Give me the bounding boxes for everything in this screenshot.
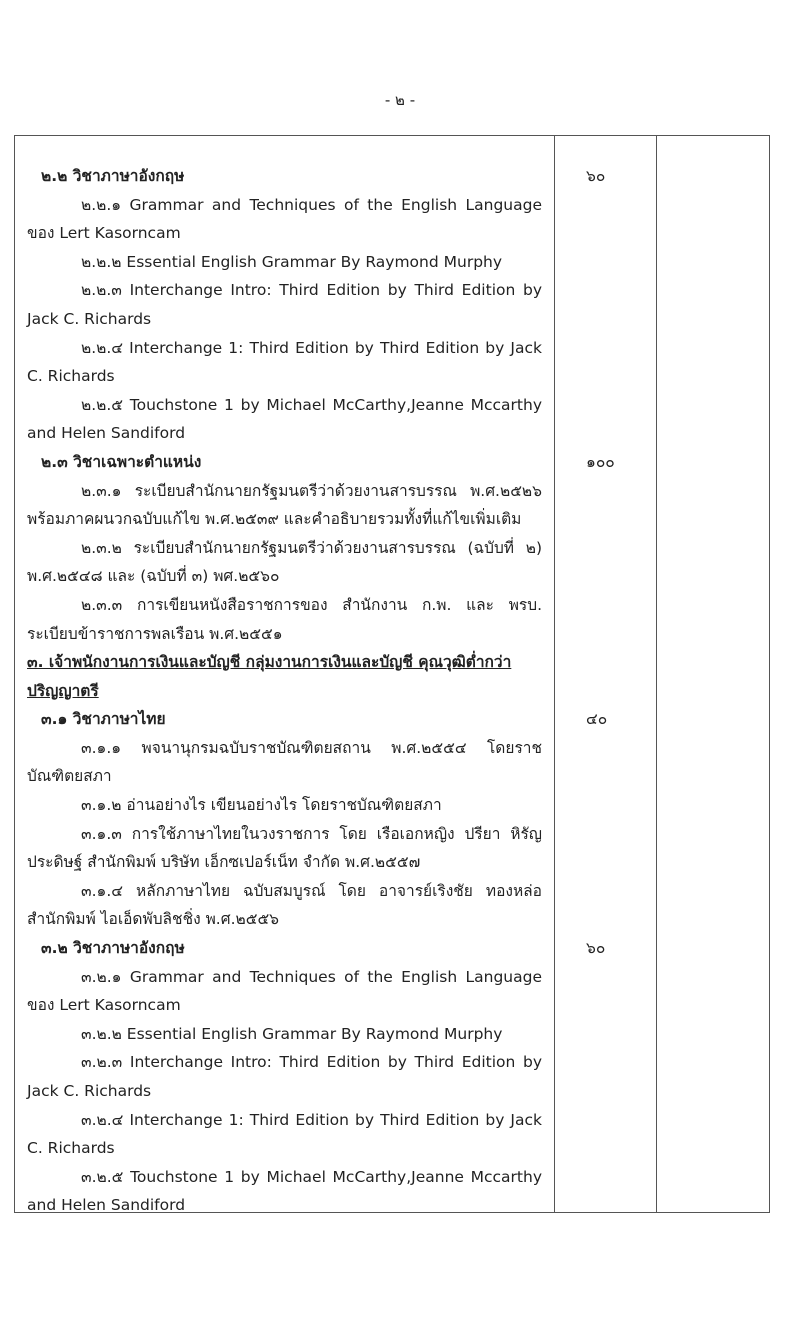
subject-cell <box>15 934 554 1220</box>
reference-entry: ๓.๒.๓ Interchange Intro: Third Edition by Third Edition by Jack C. Richards <box>27 1053 542 1100</box>
score-value: ๖๐ <box>586 167 606 185</box>
score-cell <box>554 934 656 1220</box>
reference-entry: ๓.๑.๒ อ่านอย่างไร เขียนอย่างไร โดยราชบัณฑิตยสภา <box>81 796 442 815</box>
score-value: ๖๐ <box>586 939 606 958</box>
subject-cell <box>15 648 554 705</box>
reference-entry: ๒.๒.๕ Touchstone 1 by Michael McCarthy,Jeanne Mccarthy and Helen Sandiford <box>27 395 542 443</box>
reference-entry: ๒.๓.๒ ระเบียบสำนักนายกรัฐมนตรีว่าด้วยงานสารบรรณ (ฉบับที่ ๒) พ.ศ.๒๕๔๘ และ (ฉบับที่ ๓) พศ.๒๕๖๐ <box>27 538 542 586</box>
reference-entry: ๓.๒.๕ Touchstone 1 by Michael McCarthy,Jeanne Mccarthy and Helen Sandiford <box>27 1167 542 1215</box>
reference-entry: ๒.๒.๒ Essential English Grammar By Raymond Murphy <box>81 252 503 271</box>
table-row <box>15 705 769 934</box>
subject-heading: ๓.๑ วิชาภาษาไทย <box>41 710 166 729</box>
subject-cell <box>15 448 554 648</box>
reference-entry: ๓.๒.๔ Interchange 1: Third Edition by Third Edition by Jack C. Richards <box>27 1110 542 1158</box>
table-row <box>15 934 769 1220</box>
reference-entry: ๓.๒.๒ Essential English Grammar By Raymond Murphy <box>81 1024 503 1043</box>
score-cell <box>554 648 656 705</box>
subject-cell <box>15 162 554 448</box>
reference-entry: ๓.๑.๓ การใช้ภาษาไทยในวงราชการ โดย เรือเอกหญิง ปรียา หิรัญประดิษฐ์ สำนักพิมพ์ บริษัท เอ็กซเปอร์เน็ท จำกัด พ.ศ.๒๕๕๗ <box>27 824 542 872</box>
table-rows <box>15 162 769 1220</box>
subject-heading: ๒.๓ วิชาเฉพาะตำแหน่ง <box>41 452 202 471</box>
reference-entry: ๒.๒.๑ Grammar and Techniques of the English Language ของ Lert Kasorncam <box>27 195 542 243</box>
section-heading: ๓. เจ้าพนักงานการเงินและบัญชี กลุ่มงานการเงินและบัญชี คุณวุฒิต่ำกว่าปริญญาตรี <box>27 653 512 700</box>
reference-entry: ๒.๓.๓ การเขียนหนังสือราชการของ สำนักงาน ก.พ. และ พรบ. ระเบียบข้าราชการพลเรือน พ.ศ.๒๕๕๑ <box>27 595 542 643</box>
subject-heading: ๓.๒ วิชาภาษาอังกฤษ <box>41 939 185 958</box>
reference-entry: ๒.๒.๓ Interchange Intro: Third Edition by Third Edition by Jack C. Richards <box>27 281 542 328</box>
table-row <box>15 448 769 648</box>
score-cell <box>554 705 656 934</box>
score-cell <box>554 162 656 448</box>
subject-heading: ๒.๒ วิชาภาษาอังกฤษ <box>41 167 185 185</box>
page-number: - ๒ - <box>384 91 416 109</box>
reference-entry: ๓.๒.๑ Grammar and Techniques of the English Language ของ Lert Kasorncam <box>27 967 542 1015</box>
score-value: ๑๐๐ <box>586 452 615 471</box>
reference-entry: ๓.๑.๔ หลักภาษาไทย ฉบับสมบูรณ์ โดย อาจารย์เริงชัย ทองหล่อ สำนักพิมพ์ ไอเอ็ดพับลิชชิ่ง พ.ศ.๒๕๕๖ <box>27 881 542 929</box>
subject-cell <box>15 705 554 934</box>
syllabus-table <box>14 135 770 1213</box>
score-value: ๔๐ <box>586 710 608 729</box>
reference-entry: ๒.๒.๔ Interchange 1: Third Edition by Third Edition by Jack C. Richards <box>27 338 542 386</box>
score-cell <box>554 448 656 648</box>
reference-entry: ๒.๓.๑ ระเบียบสำนักนายกรัฐมนตรีว่าด้วยงานสารบรรณ พ.ศ.๒๕๒๖ พร้อมภาคผนวกฉบับแก้ไข พ.ศ.๒๕๓๙ และคำอธิบายรวมทั้งที่แก้ไขเพิ่มเติม <box>27 481 542 529</box>
table-row <box>15 162 769 448</box>
reference-entry: ๓.๑.๑ พจนานุกรมฉบับราชบัณฑิตยสถาน พ.ศ.๒๕๕๔ โดยราชบัณฑิตยสภา <box>27 738 542 786</box>
table-row <box>15 648 769 705</box>
